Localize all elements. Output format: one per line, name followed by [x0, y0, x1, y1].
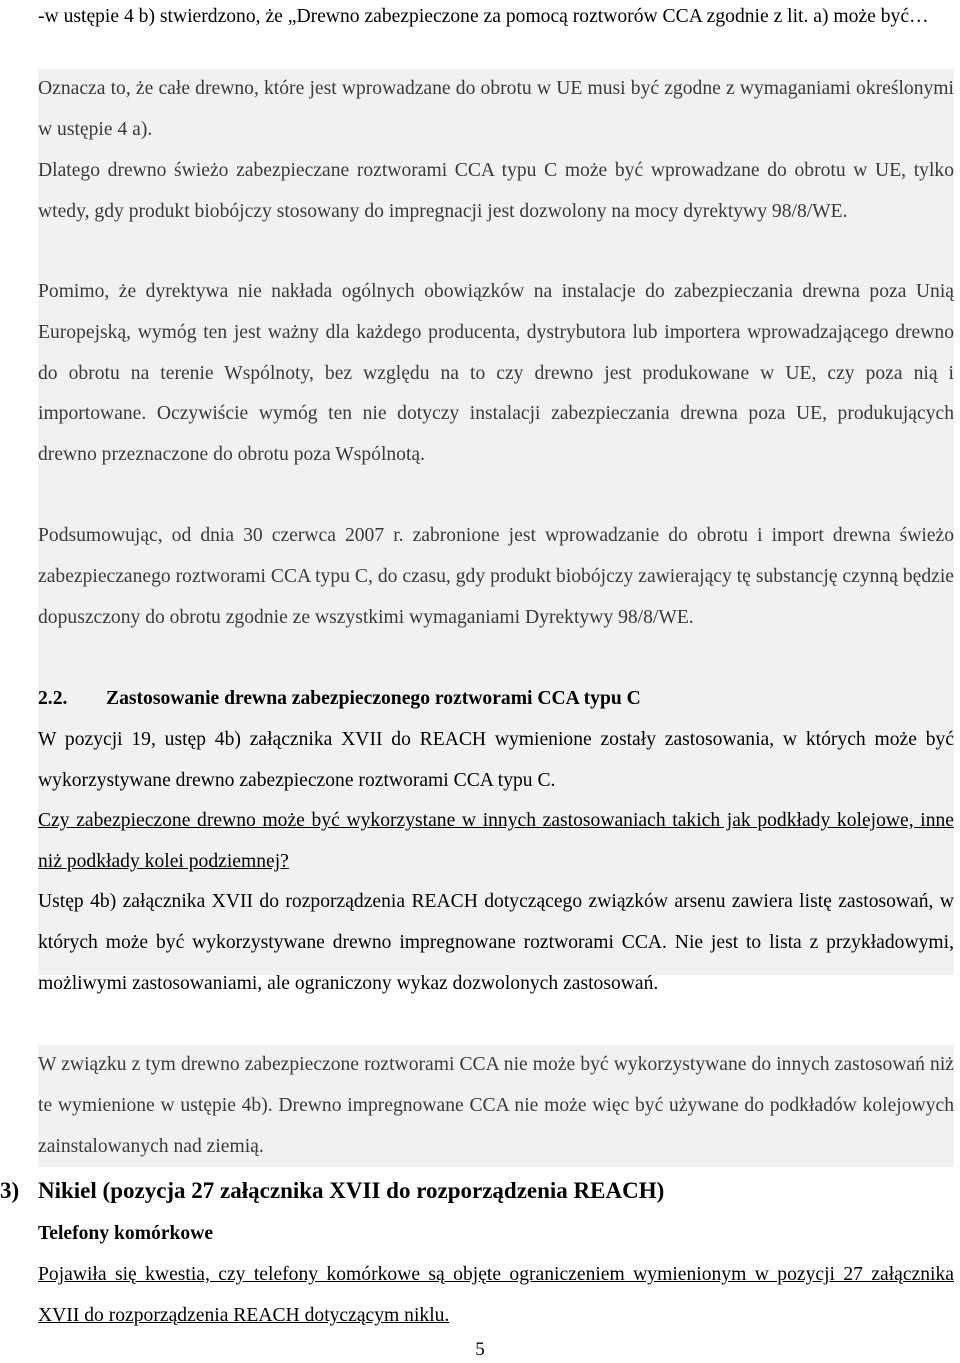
paragraph-p3-text: Dlatego drewno świeżo zabezpieczane roztworami CCA typu C może być wprowadzane do obrotu w UE, tylko wtedy, gdy produkt biobójczy stosowany do impregnacji jest dozwolony na mocy dyrektywy 98/8/WE. — [38, 160, 954, 222]
paragraph-p6 — [38, 720, 954, 802]
paragraph-p1-text: -w ustępie 4 b) stwierdzono, że „Drewno zabezpieczone za pomocą roztworów CCA zgodnie z lit. a) może być… — [38, 6, 929, 27]
section-2-2-number: 2.2. — [38, 688, 68, 709]
paragraph-p2 — [38, 69, 954, 151]
section-2-2-heading — [38, 679, 954, 720]
question-2 — [38, 1255, 954, 1337]
paragraph-p5 — [38, 516, 954, 638]
question-1-text: Czy zabezpieczone drewno może być wykorzystane w innych zastosowaniach takich jak podkłady kolejowe, inne niż podkłady kolei podziemnej? — [38, 810, 954, 872]
paragraph-p4-text: Pomimo, że dyrektywa nie nakłada ogólnych obowiązków na instalacje do zabezpieczania drewna poza Unią Europejską, wymóg ten jest ważny dla każdego producenta, dystrybutora lub importera wprowadzającego drewno do obrotu na terenie Wspólnoty, bez względu na to czy drewno jest produkowane w UE, czy poza nią i importowane. Oczywiście wymóg ten nie dotyczy instalacji zabezpieczania drewna poza UE, produkujących drewno przeznaczone do obrotu poza Wspólnotą. — [38, 281, 954, 466]
paragraph-p6-text: W pozycji 19, ustęp 4b) załącznika XVII do REACH wymienione zostały zastosowania, w których może być wykorzystywane drewno zabezpieczone roztworami CCA typu C. — [38, 729, 954, 791]
section-3-number: 3) — [0, 1178, 20, 1203]
page-number: 5 — [475, 1339, 485, 1360]
paragraph-p5-text: Podsumowując, od dnia 30 czerwca 2007 r. zabronione jest wprowadzanie do obrotu i import drewna świeżo zabezpieczanego roztworami CCA typu C, do czasu, gdy produkt biobójczy zawierający tę substancję czynną będzie dopuszczony do obrotu zgodnie ze wszystkimi wymaganiami Dyrektywy 98/8/WE. — [38, 525, 954, 628]
paragraph-p7-text: Ustęp 4b) załącznika XVII do rozporządzenia REACH dotyczącego związków arsenu zawiera listę zastosowań, w których może być wykorzystywane drewno impregnowane roztworami CCA. Nie jest to lista z przykładowymi, możliwymi zastosowaniami, ale ograniczony wykaz dozwolonych zastosowań. — [38, 891, 954, 994]
section-2-2-title: Zastosowanie drewna zabezpieczonego roztworami CCA typu C — [106, 688, 641, 709]
paragraph-p8 — [38, 1045, 954, 1167]
paragraph-p4 — [38, 272, 954, 476]
paragraph-p7 — [38, 882, 954, 1004]
paragraph-p2-text: Oznacza to, że całe drewno, które jest wprowadzane do obrotu w UE musi być zgodne z wymaganiami określonymi w ustępie 4 a). — [38, 78, 954, 140]
paragraph-p3 — [38, 151, 954, 233]
question-2-text: Pojawiła się kwestia, czy telefony komórkowe są objęte ograniczeniem wymienionym w pozycji 27 załącznika XVII do rozporządzenia REACH dotyczącym niklu. — [38, 1264, 954, 1326]
paragraph-p1 — [38, 0, 954, 38]
section-3-title: Nikiel (pozycja 27 załącznika XVII do rozporządzenia REACH) — [38, 1178, 665, 1203]
paragraph-p8-text: W związku z tym drewno zabezpieczone roztworami CCA nie może być wykorzystywane do innych zastosowań niż te wymienione w ustępie 4b). Drewno impregnowane CCA nie może więc być używane do podkładów kolejowych zainstalowanych nad ziemią. — [38, 1054, 954, 1157]
question-1 — [38, 801, 954, 883]
subheading-mobile-phones: Telefony komórkowe — [38, 1223, 214, 1244]
section-3-heading — [0, 1170, 954, 1212]
